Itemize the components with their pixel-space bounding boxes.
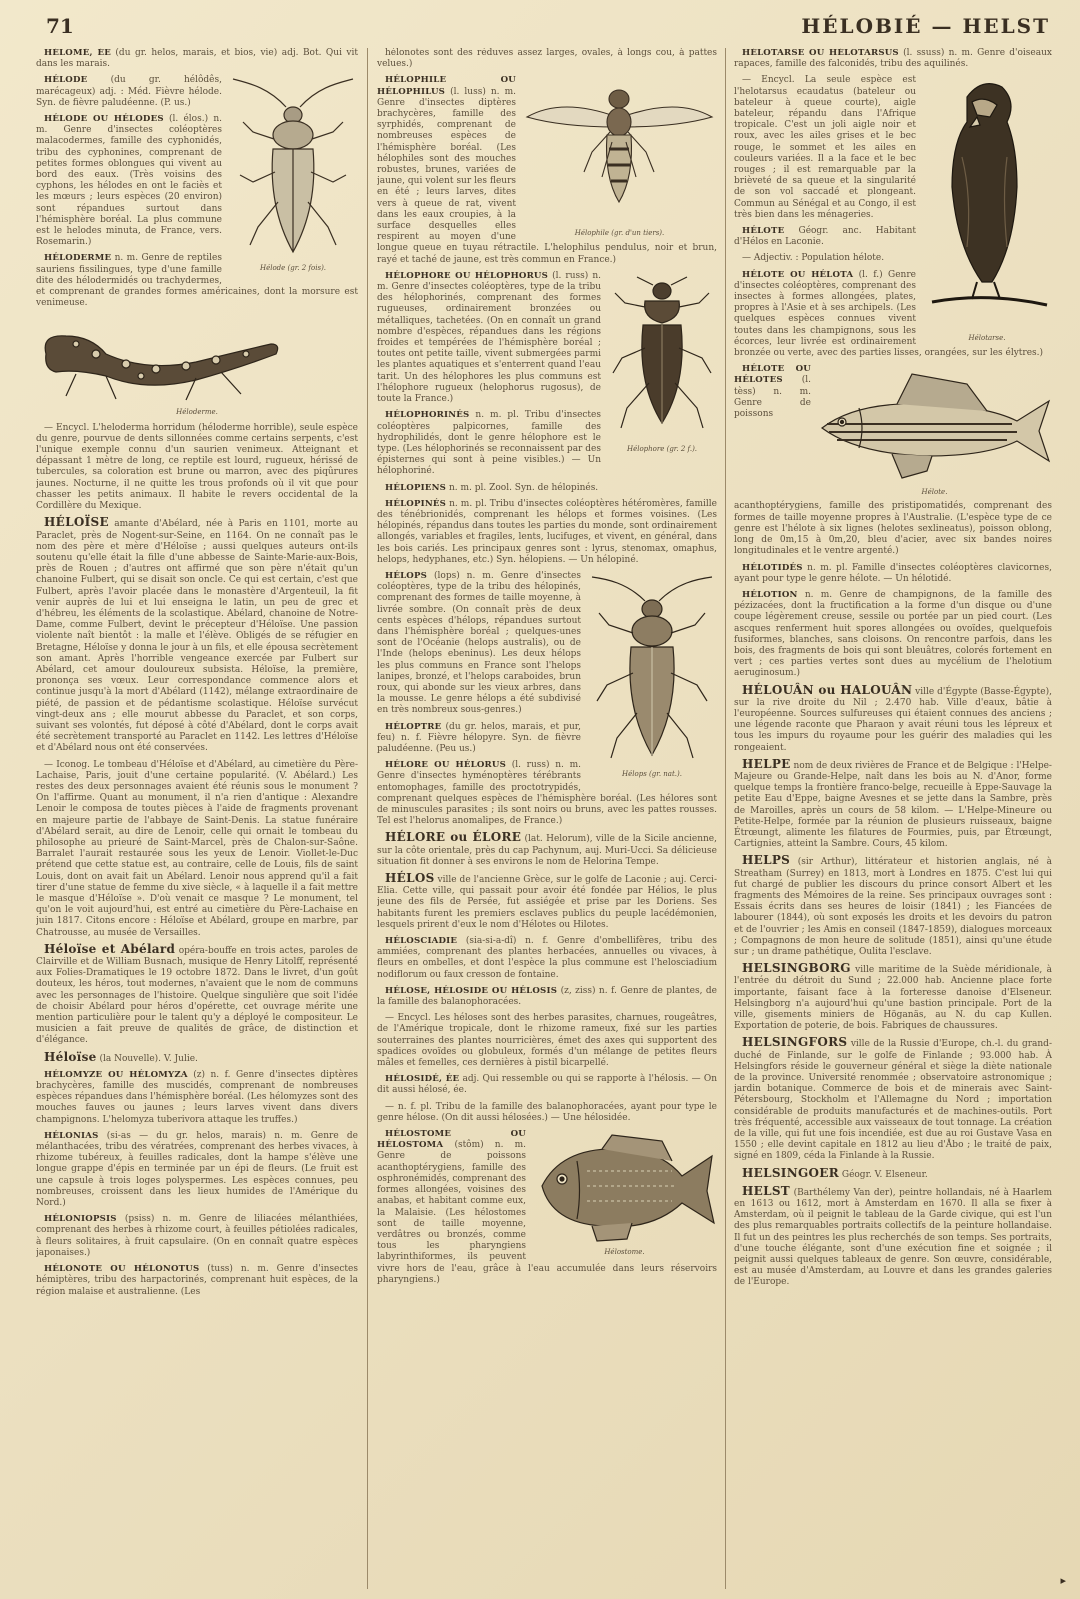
- entry-helouan: HÉLOUÂN ou HALOUÂN ville d'Égypte (Basse-Égypte), sur la rive droite du Nil ; 2.470 hab. Ville d'eaux, bâtie à l'européenne. Sources sulfureuses qui étaient connues des anciens ; une légende raconte que Pharaon y avait réuni tous les lépreux et tous les impurs du royaume pour les guérir des maladies qui les rongeaient.: [734, 682, 1052, 753]
- entry-heloderme: HÉLODERME n. m. Genre de reptiles sauriens fissilingues, type d'une famille dite des hélodermidés ou trachydermes, et comprenant de grandes formes américaines, dont la morsure est venimeuse.: [36, 253, 358, 309]
- entry-helps: HELPS (sir Arthur), littérateur et historien anglais, né à Streatham (Surrey) en 1813, mort à Londres en 1875. C'est lui qui fut chargé de publier les discours du prince consort Albert et les fragments des Mémoires de la reine. Ses principaux ouvrages sont : Essais écrits dans ses heures de loisir (1841) ; les Fiancées de labourer (1844), où sont exposés les droits et les devoirs du patron et de l'ouvrier ; les Amis en conseil (1847-1859), dialogues morceaux ; Compagnons de mon heure de solitude (1851), ainsi qu'une étude sur ; un drame pathétique, Oulita l'esclave.: [734, 853, 1052, 957]
- entry-helpe: HELPE nom de deux rivières de France et de Belgique : l'Helpe-Majeure ou Grande-Helpe, naît dans les bois au N. d'Anor, forme quelque temps la frontière franco-belge, recueille à Eppe-Sauvage la petite Eau d'Eppe, baigne Avesnes et se jette dans la Sambre, près de Maroilles, après un cours de 58 kilom. — L'Helpe-Mineure ou Petite-Helpe, formée par la réunion de plusieurs ruisseaux, baigne Étrœungt, alimente les filatures de Fourmies, puis, par Étrœungt, Cartignies, atteint la Sambre. Cours, 45 kilom.: [734, 756, 1052, 850]
- entry-helonias: HÉLONIAS (si-as — du gr. helos, marais) n. m. Genre de mélanthacées, tribu des vératrées, comprenant des herbes vivaces, à rhizome tubéreux, à feuilles radicales, dont la hampe s'élève une longue grappe d'épis en terminée par un épi de fleurs. (Le fruit est une capsule à trois loges polyspermes. Les espèces connues, peu nombreuses, croissent dans les lieux humides de l'Amérique du Nord.): [36, 1130, 358, 1209]
- entry-helore-ville: HÉLORE ou ÉLORE (lat. Helorum), ville de la Sicile ancienne, sur la côte orientale, près du cap Pachynum, auj. Muri-Ucci. Sa délicieuse situation fit donner à ses environs le nom de Helorina Tempe.: [377, 830, 717, 867]
- entry-helopines: HÉLOPINÉS n. m. pl. Tribu d'insectes coléoptères hétéromères, famille des ténébrionidés, comprenant les hélops et formes voisines. (Les hélopinés, répandus dans toutes les parties du monde, sont ordinairement allongés, variables et fragiles, lents, lucifuges, et vivent, en général, dans les bois cariés. Les principaux genres sont : lyrus, stenomax, omaphus, helops, hedyphanes, etc.) Syn. hélopiens. — Un hélopiné.: [377, 498, 717, 565]
- figure-helophore: [607, 273, 717, 455]
- column-1: [36, 48, 358, 1591]
- entry-helos: HÉLOS ville de l'ancienne Grèce, sur le golfe de Laconie ; auj. Cerci-Elia. Cette ville, qui passait pour avoir été fondée par Hélios, le plus jeune des fils de Persée, fut assiégée et prise par les Doriens. Ses habitants furent les premiers esclaves publics du peuple lacédémonien, lesquels prirent d'eux le nom d'Hélotes ou Hilotes.: [377, 871, 717, 930]
- entry-helsingborg: HELSINGBORG ville maritime de la Suède méridionale, à l'entrée du détroit du Sund ; 22.000 hab. Ancienne place forte importante, faisant face à la forteresse danoise d'Elseneur. Helsingborg n'a aujourd'hui qu'une bastion principale. Port de la ville, gisements miniers de Höganäs, au N. du cap Kullen. Exportation de poterie, de bois. Fabriques de chaussures.: [734, 961, 1052, 1032]
- figure-helotarse: [922, 77, 1052, 344]
- entry-helotion: HÉLOTION n. m. Genre de champignons, de la famille des pézizacées, dont la fructification a la forme d'un disque ou d'une coupe légèrement creuse, sessile ou portée par un pied court. (Les ascques renferment huit spores allongées ou ovoïdes, quelquefois fusiformes, blanches, sans cloisons. On rencontre parfois, dans les bois, des fragments de bois qui sont bleuâtres, colorés fortement en vert ; ces parties vertes sont dues au mycélium de l'helotium aeruginosum.): [734, 589, 1052, 679]
- entry-helote-geo: HÉLOTE Géogr. anc. Habitant d'Hélos en Laconie.: [734, 226, 916, 248]
- entry-heloderme-encycl: — Encycl. L'heloderma horridum (héloderme horrible), seule espèce du genre, pourvue de dents sillonnées comme certains serpents, c'est l'unique exemple connu d'un saurien venimeux. Atteignant et dépassant 1 mètre de long, ce reptile est lourd, rugueux, hérissé de tubercules, sa coloration est brune ou marron, avec des piqûrures jaunes. Nocturne, il ne quitte les trous profonds où il vit que pour chasser les petits animaux. Il habite le revers occidental de la Cordillère du Mexique.: [36, 422, 358, 512]
- entry-helops: HÉLOPS (lops) n. m. Genre d'insectes coléoptères, type de la tribu des hélopinés, comprenant des formes de taille moyenne, à livrée sombre. (On connaît près de deux cents espèces d'hélops, répandues surtout dans l'hémisphère boréal ; quelques-unes sont de l'Océanie (helops australis), ou de l'Inde (helops ebeninus). Les deux hélops les plus communs en France sont l'helops lanipes, bronzé, et l'helops caraboides, brun roux, qui abonde sur les vieux arbres, dans la mousse. Le genre hélops a été subdivisé en très nombreux sous-genres.): [377, 570, 581, 716]
- caption-helophile: Hélophile (gr. d'un tiers).: [574, 229, 665, 238]
- entry-helose-encycl: — Encycl. Les héloses sont des herbes parasites, charnues, rougeâtres, de l'Amérique tropicale, dont le rhizome rameux, fixé sur les parties souterraines des plantes nourricières, émet des axes qui supportent des spadices ovoïdes ou globuleux, formés d'un mélange de petites fleurs mâles et femelles, ces dernières à pistil bicarpellé.: [377, 1013, 717, 1069]
- lizard-heloderme-illustration: [36, 314, 286, 406]
- page-number: 71: [46, 14, 74, 38]
- entry-heloise-nouvelle: Héloïse (la Nouvelle). V. Julie.: [44, 1049, 198, 1064]
- entry-heloise-abelard: Héloïse et Abélard opéra-bouffe en trois actes, paroles de Clairville et de William Busnach, musique de Henry Litolff, représenté aux Folies-Dramatiques le 19 octobre 1872. Dans le livret, d'un goût douteux, les héros, tout modernes, n'avaient que le nom de communs avec les personnages de l'histoire. Quelque singulière que soit l'idée de choisir Abélard pour héros d'opérette, cet ouvrage mérite une mention particulière pour le talent qu'y a déployé le compositeur. Le musicien a fait preuve de qualités de grâce, de distinction et d'élégance.: [36, 941, 358, 1046]
- entry-helome: HÉLOMÉ, ÉE (du gr. helos, marais, et bios, vie) adj. Bot. Qui vit dans les marais.: [36, 48, 358, 70]
- entry-helode-genus: HÉLODE OU HÉLODES (l. élos.) n. m. Genre d'insectes coléoptères malacodermes, famille des cyphonidés, tribu des cyphonines, comprenant de petites formes oblongues qui vivent au bord des eaux. (Très voisins des cyphons, les hélodes en ont le faciès et les mœurs ; leurs espèces (20 environ) sont répandues surtout dans l'hémisphère boréal. La plus commune est le helodes minuta, de France, vers. Rosemarin.): [36, 114, 222, 248]
- entry-helsingoer: HELSINGOER Géogr. V. Elseneur.: [742, 1165, 928, 1180]
- entry-helose: HÉLOSE, HÉLOSIDE OU HÉLOSIS (z, ziss) n. f. Genre de plantes, de la famille des balanophoracées.: [377, 985, 717, 1008]
- figure-heloderme: [36, 314, 358, 418]
- entry-helotarse-encycl: — Encycl. La seule espèce est l'helotarsus ecaudatus (bateleur ou bateleur à queue courte), aigle bateleur, répandu dans l'Afrique tropicale. C'est un joli aigle noir et roux, avec les ailes grises et le bec rouge, le sommet et les ailes en couleurs variées. Il a la face et le bec rouges ; il est remarquable par la brièveté de sa queue et la singularité de son vol saccadé et plongeant. Commun au Sénégal et au Congo, il est très bien dans les ménageries.: [734, 75, 916, 220]
- page-turn-icon: ▸: [1060, 1574, 1066, 1587]
- entry-helophore: HÉLOPHORE OU HÉLOPHORUS (l. russ) n. m. Genre d'insectes coléoptères, type de la tribu des hélophorinés, comprenant des formes rugueuses, ordinairement bronzées ou métalliques, tachetées. (On en connaît un grand nombre d'espèces, répandues dans les régions froides et tempérées de l'hémisphère boréal ; toutes ont petite taille, vivent submergées parmi les plantes aquatiques et s'enterrent quand l'eau tarit. Un des hélophores les plus communs est l'hélophore rugueux (helophorus rugosus), de toute la France.): [377, 270, 601, 405]
- beetle-helode-illustration: [228, 77, 358, 262]
- column-2: [377, 48, 717, 1591]
- caption-helote: Hélote.: [921, 488, 948, 497]
- beetle-helops-illustration: [587, 573, 717, 768]
- column-rule: [367, 48, 368, 1589]
- entry-helota: HÉLOTE OU HÉLOTA (l. f.) Genre d'insectes coléoptères, comprenant des insectes à formes allongées, plates, propres à l'Asie et à ses archipels. (Les quelques espèces connues vivent toutes dans les champignons, sous les écorces, leur livrée est ordinairement bronzée ou verte, avec des parties lisses, orangées, sur les élytres.): [734, 269, 1044, 359]
- entry-helosciadie: HÉLOSCIADIE (sia-si-a-dî) n. f. Genre d'ombellifères, tribu des ammiées, comprenant des plantes herbacées, annuelles ou vivaces, à fleurs en ombelles, et dont l'espèce la plus commune est l'helosciadium nodiflorum ou faux cresson de fontaine.: [377, 936, 717, 980]
- figure-helops: [587, 573, 717, 780]
- column-rule: [725, 48, 726, 1589]
- entry-helst: HELST (Barthélemy Van der), peintre hollandais, né à Haarlem en 1613 ou 1612, mort à Amsterdam en 1670. Il alla se fixer à Amsterdam, où il peignit le tableau de la Garde civique, qui est l'un des plus remarquables portraits collectifs de la peinture hollandaise. Il fut un des peintres les plus recherchés de son temps. Ses portraits, d'une touche élégante, sont d'une exécution fine et soignée ; il peignit aussi quelques tableaux de genre. Son œuvre, considérable, est au musée d'Amsterdam, au Louvre et dans les grandes galeries de l'Europe.: [734, 1183, 1052, 1288]
- caption-helostome: Hélostome.: [604, 1248, 645, 1257]
- column-3: [734, 48, 1052, 1591]
- entry-helophile: HÉLOPHILE OU HÉLOPHILUS (l. luss) n. m. Genre d'insectes diptères brachycères, famille des syrphidés, comprenant de nombreuses espèces de l'hémisphère boréal. (Les hélophiles sont des mouches robustes, brunes, variées de jaune, qui volent sur les fleurs en été ; leurs larves, dites vers à queue de rat, vivent dans les eaux croupies, à la surface desquelles elles respirent au moyen d'une longue queue en tuyau rétractile. L'helophilus pendulus, noir et brun, rayé et taché de jaune, est très commun en France.): [377, 75, 717, 265]
- entry-helotarse: HÉLOTARSE OU HÉLOTARSUS (l. ssuss) n. m. Genre d'oiseaux rapaces, famille des falconidés, tribu des aquilinés.: [734, 48, 1052, 70]
- running-head: HÉLOBIÉ — HELST: [801, 14, 1050, 38]
- entry-helopyre: HÉLOPTRE (du gr. helos, marais, et pur, feu) n. f. Fièvre hélopyre. Syn. de fièvre paludéenne. (Peu us.): [377, 721, 581, 754]
- entry-helode-adj: HÉLODE (du gr. hélôdês, marécageux) adj. : Méd. Fièvre hélode. Syn. de fièvre paludéenne. (P. us.): [36, 75, 222, 108]
- entry-heloniopsis: HÉLONIOPSIS (psiss) n. m. Genre de liliacées mélanthiées, comprenant des herbes à rhizome court, à feuilles pétiolées radicales, à fleurs solitaires, à fruit capsulaire. (On en connaît quatre espèces japonaises.): [36, 1214, 358, 1258]
- entry-heloise-iconog: — Iconog. Le tombeau d'Héloïse et d'Abélard, au cimetière du Père-Lachaise, Paris, jouit d'une certaine popularité. (V. Abélard.) Les restes des deux personnages avaient été réunis sous le monument ? On l'affirme. Quant au monument, il n'a rien d'antique : Alexandre Lenoir le composa de toutes pièces à l'aide de fragments provenant en majeure partie de l'abbaye de Saint-Denis. La statue funéraire d'Abélard serait, au dire de Lenoir, celle qui ornait le tombeau du philosophe au prieuré de Saint-Marcel, près de Chalon-sur-Saône. Barralet l'aurait restaurée sous les yeux de Lenoir. Viollet-le-Duc prétend que cette statue est, au contraire, celle de Louis, fils de saint Louis, dont on avait fait un Abélard. Lenoir nous apprend qu'il a fait tirer d'une statue de femme du xive siècle, « à laquelle il a fait mettre le masque d'Héloïse ». D'où venait ce masque ? Le monument, tel qu'on le voit aujourd'hui, est entré au cimetière du Père-Lachaise en juin 1817. Citons encore : Héloïse et Abélard, groupe en marbre, par Chatrousse, au musée de Versailles.: [36, 759, 358, 938]
- entry-heloise: HÉLOÏSE amante d'Abélard, née à Paris en 1101, morte au Paraclet, près de Nogent-sur-Seine, en 1164. On ne connaît pas le nom des père et mère d'Héloïse ; aussi quelques auteurs ont-ils soutenu qu'elle était la fille d'une abbesse de Sainte-Marie-aux-Bois, près de Rouen ; d'autres ont affirmé que son père n'était qu'un chanoine Fulbert, qui se disait son oncle. Ce qui est certain, c'est que Fulbert, après l'avoir placée dans le monastère d'Argenteuil, la fit venir auprès de lui et lui enseigna le latin, un peu de grec et d'hébreu, les éléments de la scolastique. Abélard, chanoine de Notre-Dame, comme Fulbert, devint le précepteur d'Héloïse. Une passion violente naît bientôt : la malle et l'élève. Obligés de se réfugier en Bretagne, Héloïse y donna le jour à un fils, et elle épousa secrètement son amant. Après l'horrible vengeance exercée par Fulbert sur Abélard, cet amour douloureux subsista. Héloïse, la première, prononça ses vœux. Leur correspondance commence alors et continue jusqu'à la mort d'Abélard (1142), mélange extraordinaire de piété, de passion et de pédantisme scolastique. Héloïse survécut vingt-deux ans ; elle mourut abbesse du Paraclet, et son corps, suivant ses volontés, fut déposé à côté d'Abélard, dont le corps avait été secrètement transporté au Paraclet en 1142. Les lettres d'Héloïse et d'Abélard nous ont été conservées.: [36, 515, 358, 754]
- entry-helosidees: — n. f. pl. Tribu de la famille des balanophoracées, ayant pour type le genre hélose. (On dit aussi hélosées.) — Une hélosidée.: [377, 1101, 717, 1123]
- caption-heloderme: Héloderme.: [176, 408, 218, 417]
- fish-helote-illustration: [817, 366, 1052, 486]
- entry-helsingfors: HELSINGFORS ville de la Russie d'Europe, ch.-l. du grand-duché de Finlande, sur le golfe de Finlande ; 93.000 hab. À Helsingfors réside le gouverneur général et siège la diète nationale de la province. Université renommée ; observatoire astronomique ; jardin botanique. Commerce de bois et de minerais avec Saint-Pétersbourg, Stockholm et l'Allemagne du Nord ; importation considérable de produits manufacturés et de machines-outils. Port très fréquenté, accessible aux vaisseaux de tout tonnage. La création de la ville, qui fut une fois incendiée, est due au roi Gustave Vasa en 1550 ; elle devint capitale en 1812 au lieu d'Åbo ; le traité de paix, signé en 1809, céda la Finlande à la Russie.: [734, 1035, 1052, 1162]
- entry-heloside: HÉLOSIDÉ, ÉE adj. Qui ressemble ou qui se rapporte à l'hélosis. — On dit aussi hélosé, ée.: [377, 1074, 717, 1096]
- figure-helophile: [522, 77, 717, 239]
- eagle-helotarse-illustration: [922, 77, 1052, 332]
- caption-helotarse: Hélotarse.: [968, 334, 1006, 343]
- entry-helostome: HÉLOSTOME OU HÉLOSTOMA (stôm) n. m. Genre de poissons acanthoptérygiens, famille des osphronémidés, comprenant des formes allongées, voisines des anabas, et habitant comme eux, la Malaisie. (Les hélostomes sont de taille moyenne, verdâtres ou bronzés, comme tous les pharyngiens labyrinthiformes, ils peuvent vivre hors de l'eau, grâce à l'eau accumulée dans leurs réservoirs pharyngiens.): [377, 1129, 717, 1285]
- entry-helomyze: HÉLOMYZE OU HÉLOMYZA (z) n. f. Genre d'insectes diptères brachycères, famille des muscidés, comprenant de nombreuses espèces répandues dans l'hémisphère boréal. (Les hélomyzes sont des mouches fauves ou jaunes ; leurs larves vivent dans divers champignons. L'helomyza tuberivora attaque les truffes.): [36, 1069, 358, 1125]
- entry-helonote-cont: hélonotes sont des réduves assez larges, ovales, à longs cou, à pattes velues.): [377, 48, 717, 70]
- entry-helopiens: HÉLOPIENS n. m. pl. Zool. Syn. de hélopinés.: [385, 482, 599, 493]
- entry-helote-adj: — Adjectiv. : Population hélote.: [742, 253, 885, 264]
- entry-helotides: HÉLOTIDÉS n. m. pl. Famille d'insectes coléoptères clavicornes, ayant pour type le genre hélote. — Un hélotidé.: [734, 562, 1052, 584]
- entry-helophorines: HÉLOPHORINÉS n. m. pl. Tribu d'insectes coléoptères palpicornes, famille des hydrophilidés, dont le genre hélophore est le type. (Les hélophorinés se reconnaissent par des épisternes qui sont à peine visibles.) — Un hélophoriné.: [377, 410, 601, 477]
- fish-helostome-illustration: [532, 1131, 717, 1246]
- beetle-helophore-illustration: [607, 273, 717, 443]
- caption-helops: Hélops (gr. nat.).: [622, 769, 682, 778]
- figure-helode: [228, 77, 358, 274]
- entry-helore: HÉLORE OU HÉLORUS (l. russ) n. m. Genre d'insectes hyménoptères térébrants entomophages, famille des proctotrypidés, comprenant quelques espèces de l'hémisphère boréal. (Les hélores sont de minuscules parasites ; ils sont noirs ou bruns, avec les pattes rousses. Tel est l'helorus anomalipes, de France.): [377, 760, 717, 827]
- entry-helonote: HÉLONOTE OU HÉLONOTUS (tuss) n. m. Genre d'insectes hémiptères, tribu des harpactorinés, comprenant huit espèces, de la région malaise et australienne. (Les: [36, 1264, 358, 1297]
- fly-helophile-illustration: [522, 77, 717, 227]
- figure-helostome: [532, 1131, 717, 1258]
- caption-helode: Hélode (gr. 2 fois).: [259, 264, 327, 273]
- entry-helotes: HÉLOTE OU HÉLOTES (l. tèss) n. m. Genre de poissons acanthoptérygiens, famille des pristipomatidés, comprenant des formes de taille moyenne propres à l'Australie. (L'espèce type de ce genre est l'hélote à six lignes (helotes sexlineatus), poisson oblong, long de 0m,15 à 0m,20, bleu d'acier, avec six bandes noires longitudinales et le ventre argenté.): [734, 364, 1052, 557]
- figure-helote: [817, 366, 1052, 498]
- caption-helophore: Hélophore (gr. 2 f.).: [626, 444, 698, 453]
